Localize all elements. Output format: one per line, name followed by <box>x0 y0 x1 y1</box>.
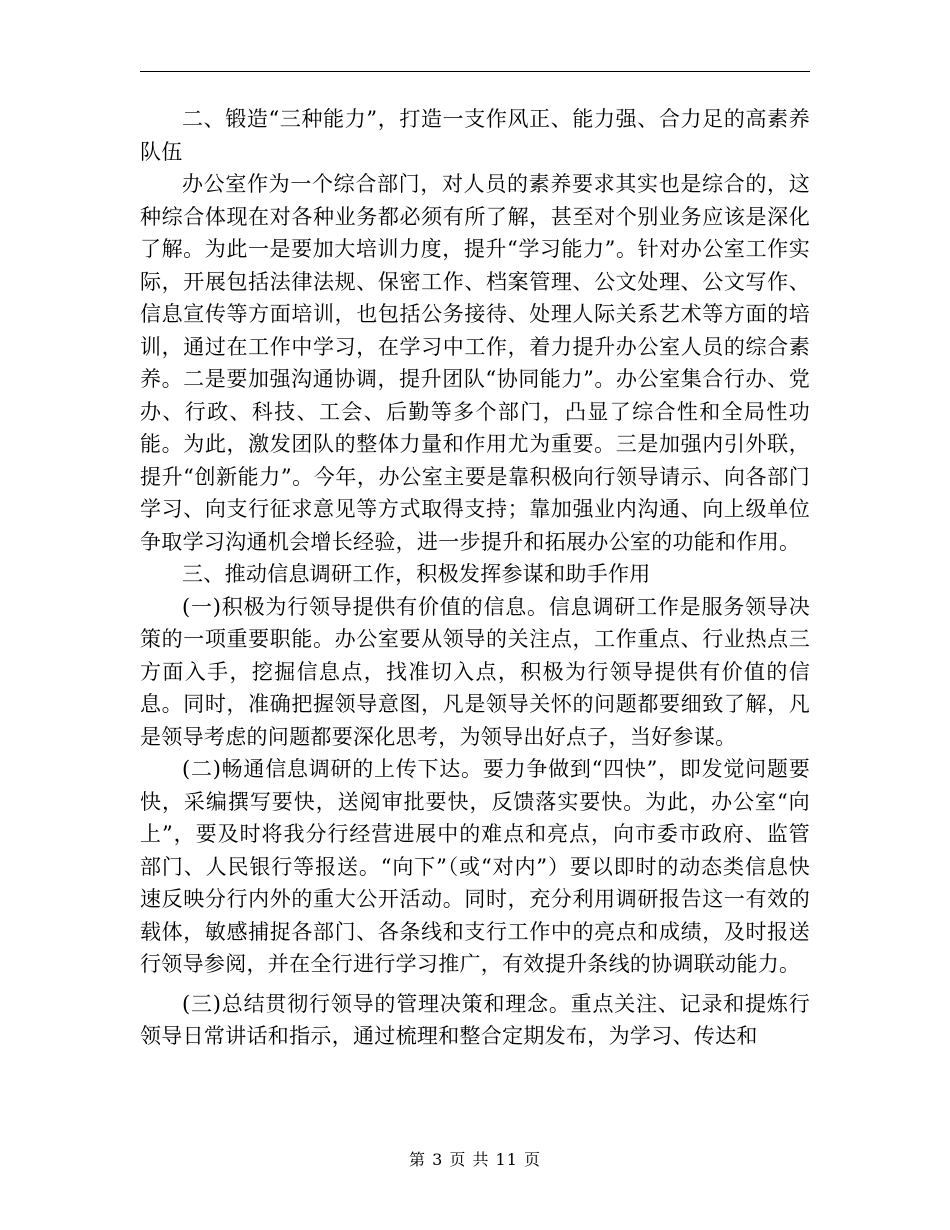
body-paragraph-item-1: (一)积极为行领导提供有价值的信息。信息调研工作是服务领导决策的一项重要职能。办公室要从领导的关注点，工作重点、行业热点三方面入手，挖掘信息点，找准切入点，积极为行领导提供有价值的信息。同时，准确把握领导意图，凡是领导关怀的问题都要细致了解，凡是领导考虑的问题都要深化思考，为领导出好点子，当好参谋。 <box>140 594 810 749</box>
document-body <box>140 103 810 1053</box>
footer-total-pages: 11 <box>495 1150 518 1169</box>
header-rule <box>140 71 810 72</box>
body-paragraph-item-3: (三)总结贯彻行领导的管理决策和理念。重点关注、记录和提炼行领导日常讲话和指示，通过梳理和整合定期发布，为学习、传达和 <box>140 991 810 1048</box>
body-paragraph: 办公室作为一个综合部门，对人员的素养要求其实也是综合的，这种综合体现在对各种业务都必须有所了解，甚至对个别业务应该是深化了解。为此一是要加大培训力度，提升“学习能力”。针对办公室工作实际，开展包括法律法规、保密工作、档案管理、公文处理、公文写作、信息宣传等方面培训，也包括公务接待、处理人际关系艺术等方面的培训，通过在工作中学习，在学习中工作，着力提升办公室人员的综合素养。二是要加强沟通协调，提升团队“协同能力”。办公室集合行办、党办、行政、科技、工会、后勤等多个部门，凸显了综合性和全局性功能。为此，激发团队的整体力量和作用尤为重要。三是加强内引外联，提升“创新能力”。今年，办公室主要是靠积极向行领导请示、向各部门学习、向支行征求意见等方式取得支持；靠加强业内沟通、向上级单位争取学习沟通机会增长经验，进一步提升和拓展办公室的功能和作用。 <box>140 172 810 554</box>
section-heading-2: 二、锻造“三种能力”，打造一支作风正、能力强、合力足的高素养队伍 <box>140 107 810 164</box>
page-footer <box>0 1150 950 1170</box>
footer-prefix: 第 <box>408 1150 426 1169</box>
footer-current-page: 3 <box>432 1150 444 1169</box>
footer-suffix: 页 <box>524 1150 542 1169</box>
footer-middle: 页 共 <box>449 1150 490 1169</box>
section-heading-3: 三、推动信息调研工作，积极发挥参谋和助手作用 <box>182 562 651 586</box>
body-paragraph-item-2: (二)畅通信息调研的上传下达。要力争做到“四快”，即发觉问题要快，采编撰写要快，送阅审批要快，反馈落实要快。为此，办公室“向上”，要及时将我分行经营进展中的难点和亮点，向市委市政府、监管部门、人民银行等报送。“向下”（或“对内”）要以即时的动态类信息快速反映分行内外的重大公开活动。同时，充分利用调研报告这一有效的载体，敏感捕捉各部门、各条线和支行工作中的亮点和成绩，及时报送行领导参阅，并在全行进行学习推广，有效提升条线的协调联动能力。 <box>140 757 810 976</box>
